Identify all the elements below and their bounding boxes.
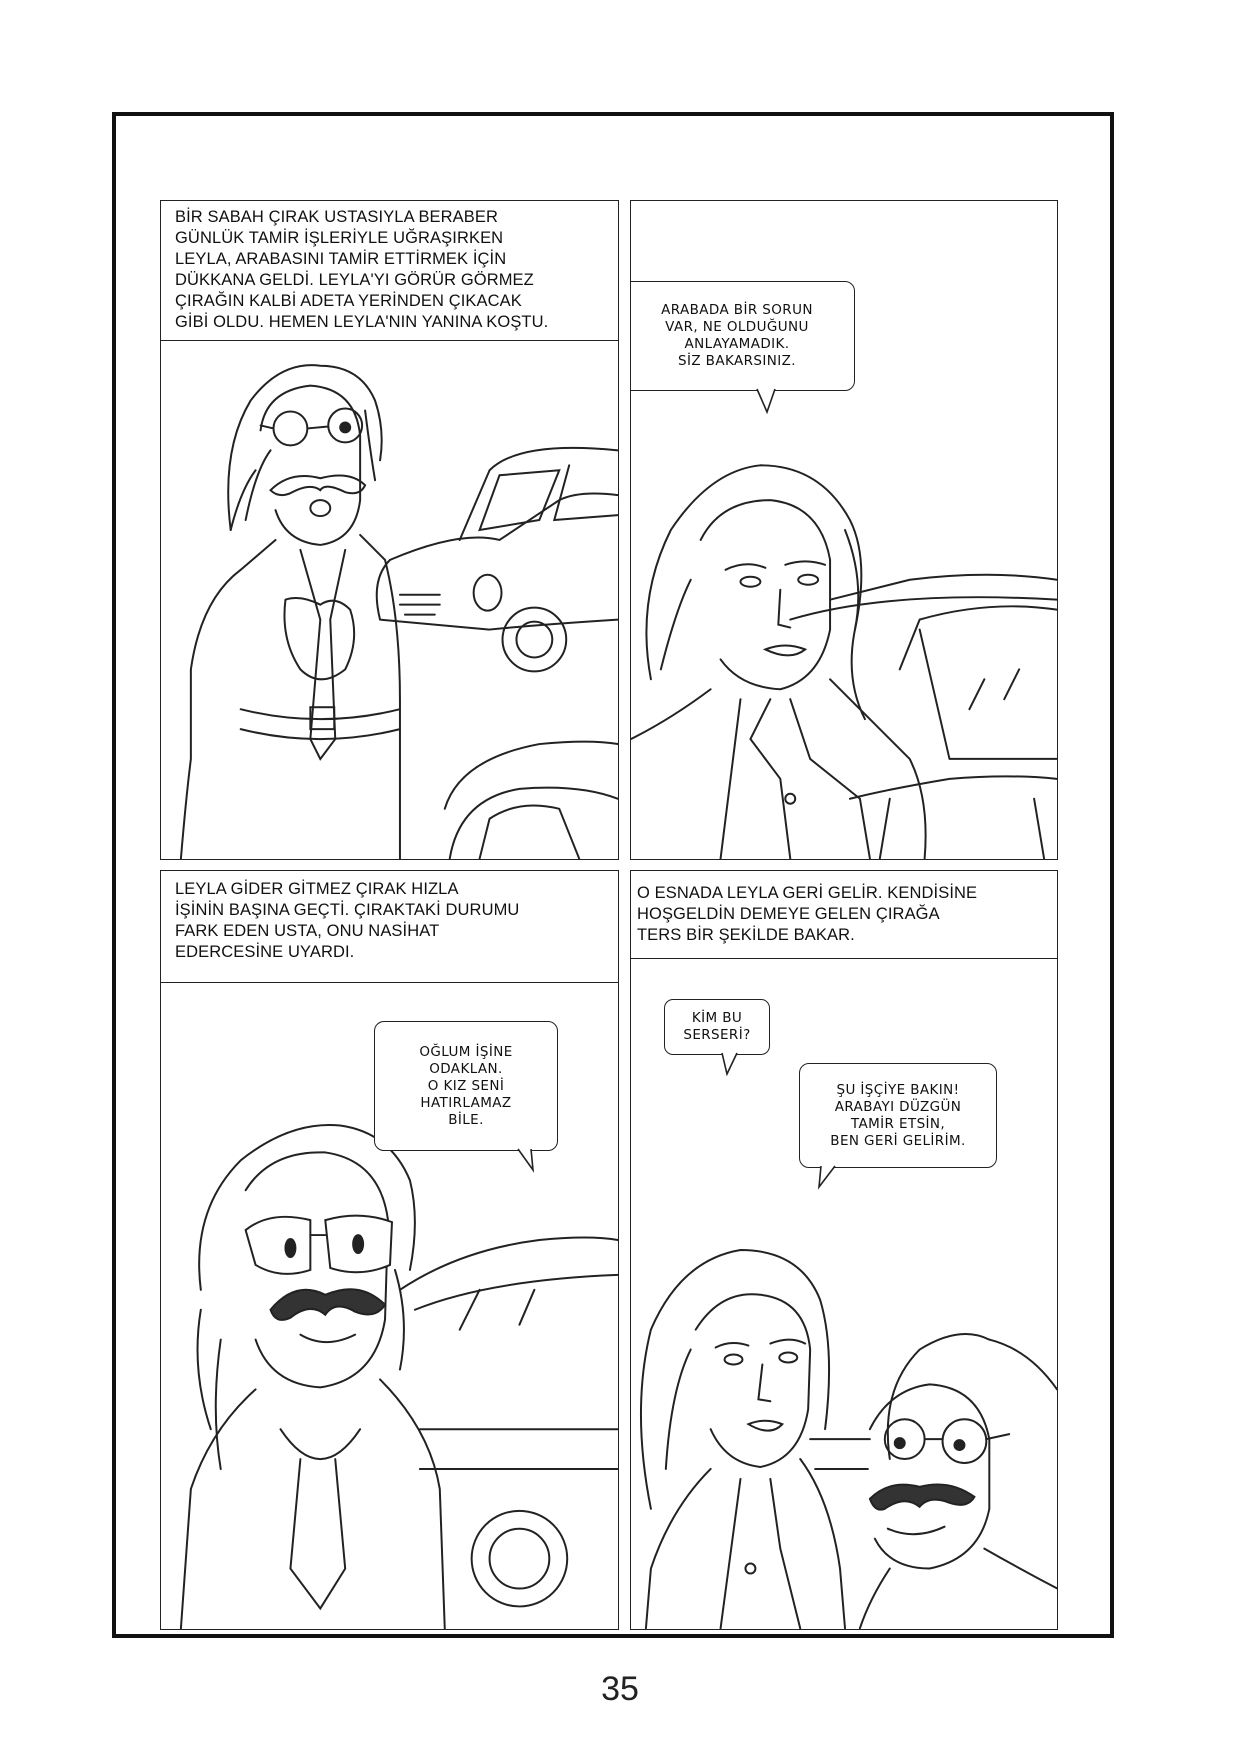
panel-4 — [630, 870, 1058, 1630]
panel-4-speech-bubble-1: KİM BU SERSERİ? — [664, 999, 770, 1055]
panel-1-caption: BİR SABAH ÇIRAK USTASIYLA BERABER GÜNLÜK TAMİR İŞLERİYLE UĞRAŞIRKEN LEYLA, ARABASINI TAMİR ETTİRMEK İÇİN DÜKKANA GELDİ. LEYLA'YI GÖRÜR GÖRMEZ ÇIRAĞIN KALBİ ADETA YERİNDEN ÇIKACAK GİBİ OLDU. HEMEN LEYLA'NIN YANINA KOŞTU. — [161, 201, 618, 341]
panel-3 — [160, 870, 619, 1630]
panel-3-caption: LEYLA GİDER GİTMEZ ÇIRAK HIZLA İŞİNİN BAŞINA GEÇTİ. ÇIRAKTAKİ DURUMU FARK EDEN USTA, ONU NASİHAT EDERCESİNE UYARDI. — [161, 871, 618, 983]
panel-3-bubble-tail — [517, 1148, 543, 1174]
panel-3-drawing — [161, 871, 618, 1629]
panel-4-drawing — [631, 871, 1057, 1629]
panel-1 — [160, 200, 619, 860]
panel-4-bubble-tail-1 — [721, 1052, 743, 1076]
panel-4-speech-bubble-2: ŞU İŞÇİYE BAKIN! ARABAYI DÜZGÜN TAMİR ETSİN, BEN GERİ GELİRİM. — [799, 1063, 997, 1168]
panel-4-caption: O ESNADA LEYLA GERİ GELİR. KENDİSİNE HOŞGELDİN DEMEYE GELEN ÇIRAĞA TERS BİR ŞEKİLDE BAKAR. — [631, 871, 1057, 959]
panel-4-bubble-tail-2 — [817, 1165, 843, 1191]
page-number: 35 — [601, 1670, 639, 1708]
panel-2-speech-bubble: ARABADA BİR SORUN VAR, NE OLDUĞUNU ANLAYAMADIK. SİZ BAKARSINIZ. — [630, 281, 855, 391]
panel-2 — [630, 200, 1058, 860]
panel-3-speech-bubble: OĞLUM İŞİNE ODAKLAN. O KIZ SENİ HATIRLAMAZ BİLE. — [374, 1021, 558, 1151]
panel-2-bubble-tail — [755, 388, 785, 418]
